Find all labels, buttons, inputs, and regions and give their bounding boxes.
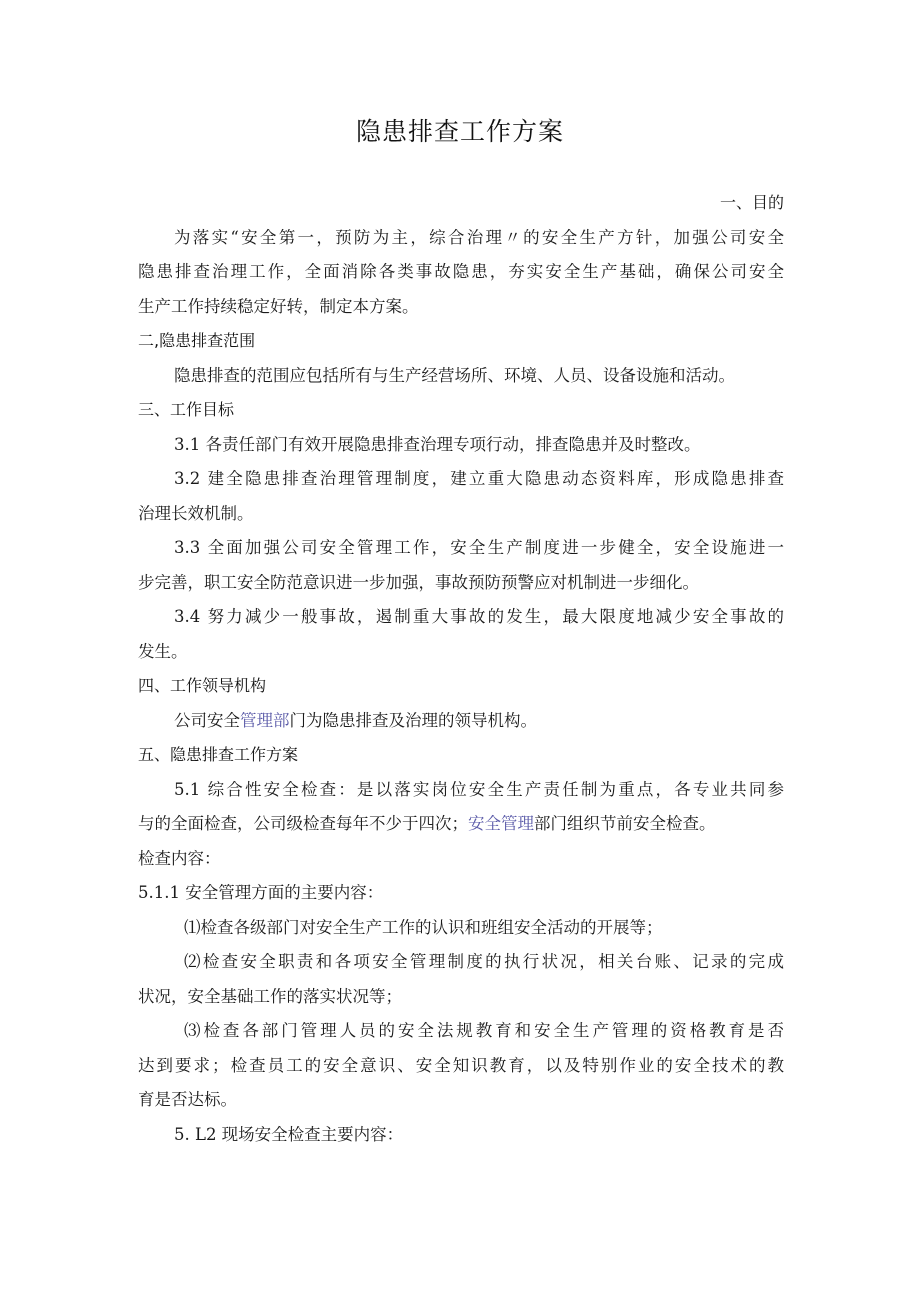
list-item-continuation: 达到要求；检查员工的安全意识、安全知识教育，以及特别作业的安全技术的教: [138, 1055, 784, 1075]
paragraph-line: 隐患排查治理工作，全面消除各类事故隐患，夯实安全生产基础，确保公司安全: [138, 262, 784, 281]
paragraph-line: 3.1 各责任部门有效开展隐患排查治理专项行动，排查隐患并及时整改。: [174, 434, 701, 454]
list-item-continuation: 育是否达标。: [138, 1090, 237, 1109]
paragraph-line: 生产工作持续稳定好转，制定本方案。: [138, 296, 419, 316]
subsection-heading: 5. L2 现场安全检查主要内容：: [174, 1124, 404, 1144]
text-span: 门为隐患排查及治理的领导机构。: [289, 710, 537, 730]
subsection-heading: 5.1.1 安全管理方面的主要内容：: [138, 883, 384, 902]
paragraph-line: [138, 807, 784, 842]
paragraph-line: 3.2 建全隐患排查治理管理制度，建立重大隐患动态资料库，形成隐患排查: [174, 469, 784, 488]
paragraph-line: [138, 704, 784, 739]
paragraph-line: 为落实“安全第一，预防为主，综合治理〃的安全生产方针，加强公司安全: [174, 227, 784, 247]
safety-management-link[interactable]: 安全管理: [468, 814, 534, 833]
section-heading-leadership: 四、工作领导机构: [138, 676, 267, 695]
document-body: [138, 186, 784, 1152]
text-span: 部门组织节前安全检查。: [534, 814, 716, 833]
paragraph-line: 检查内容：: [138, 848, 221, 868]
list-item: ⑴检查各级部门对安全生产工作的认识和班组安全活动的开展等；: [184, 917, 663, 937]
section-heading-scope: 二,隐患排查范围: [138, 331, 256, 350]
text-span: 公司安全: [174, 710, 240, 730]
list-item-continuation: 状况，安全基础工作的落实状况等；: [138, 986, 402, 1006]
list-item: ⑵检查安全职责和各项安全管理制度的执行状况，相关台账、记录的完成: [184, 952, 784, 971]
section-heading-plan: 五、隐患排查工作方案: [138, 745, 299, 764]
paragraph-line: 3.4 努力减少一般事故，遏制重大事故的发生，最大限度地减少安全事故的: [174, 607, 784, 626]
paragraph-line: 步完善，职工安全防范意识进一步加强，事故预防预警应对机制进一步细化。: [138, 572, 699, 592]
paragraph-line: 5.1 综合性安全检查：是以落实岗位安全生产责任制为重点，各专业共同参: [174, 779, 784, 799]
list-item: ⑶检查各部门管理人员的安全法规教育和安全生产管理的资格教育是否: [184, 1021, 784, 1040]
text-span: 与的全面检查，公司级检查每年不少于四次；: [138, 814, 468, 833]
paragraph-line: 治理长效机制。: [138, 503, 254, 523]
section-heading-goals: 三、工作目标: [138, 400, 235, 419]
section-heading-purpose: 一、目的: [719, 193, 784, 212]
paragraph-line: 隐患排查的范围应包括所有与生产经营场所、环境、人员、设备设施和活动。: [174, 365, 735, 385]
paragraph-line: 3.3 全面加强公司安全管理工作，安全生产制度进一步健全，安全设施进一: [174, 538, 784, 557]
management-dept-link[interactable]: 管理部: [240, 710, 290, 730]
paragraph-line: 发生。: [138, 641, 188, 661]
document-title: 隐患排查工作方案: [355, 117, 564, 146]
